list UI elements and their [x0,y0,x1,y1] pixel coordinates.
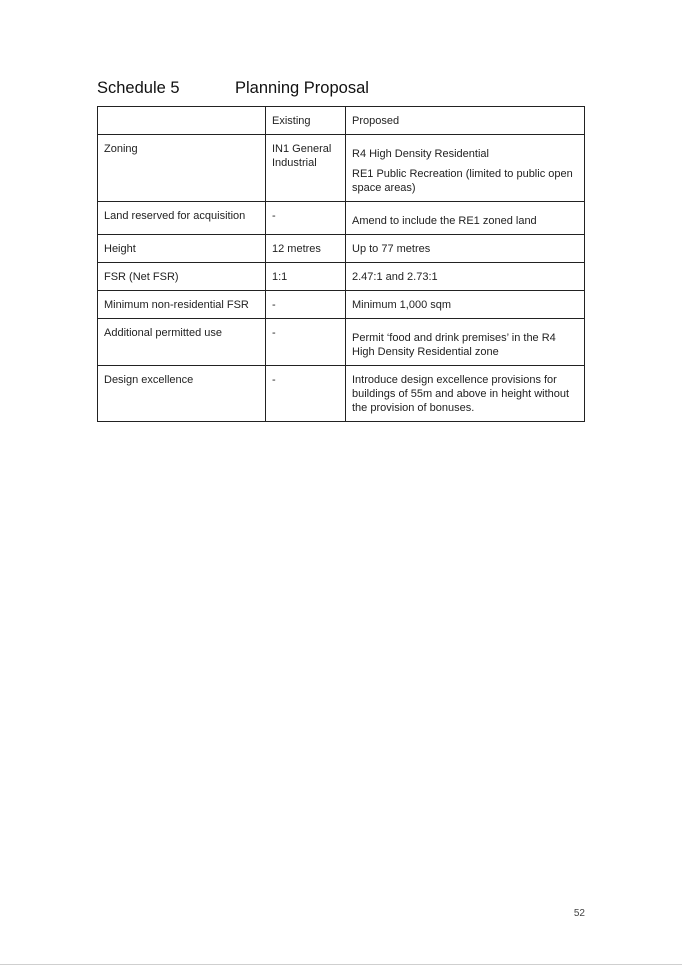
page-title: Planning Proposal [235,79,369,97]
existing-value: 12 metres [266,235,346,263]
proposed-paragraph: Up to 77 metres [352,243,431,255]
existing-value: 1:1 [266,263,346,291]
page-number: 52 [573,908,585,919]
existing-value: - [266,366,346,422]
header-cell-blank [98,107,266,135]
planning-proposal-table [97,106,585,422]
existing-value: - [266,291,346,319]
proposed-value [346,319,585,366]
row-label: FSR (Net FSR) [98,263,266,291]
proposed-paragraph: Minimum 1,000 sqm [352,299,452,311]
header-cell-proposed: Proposed [346,107,585,135]
existing-value: IN1 General Industrial [266,135,346,202]
header-cell-existing: Existing [266,107,346,135]
proposed-value [346,235,585,263]
table-row [98,263,585,291]
page-heading [97,79,597,103]
proposed-value [346,202,585,235]
proposed-paragraph: Introduce design excellence provisions for buildings of 55m and above in height without the provision of bonuses. [352,374,570,414]
existing-value: - [266,202,346,235]
proposed-paragraph: RE1 Public Recreation (limited to public open space areas) [352,168,573,194]
existing-value: - [266,319,346,366]
schedule-label: Schedule 5 [97,79,180,97]
table-row [98,366,585,422]
table-row [98,319,585,366]
row-label: Design excellence [98,366,266,422]
row-label: Zoning [98,135,266,202]
row-label: Height [98,235,266,263]
proposed-value [346,263,585,291]
proposed-paragraph: Permit ‘food and drink premises’ in the R4 High Density Residential zone [352,332,556,358]
table-row [98,135,585,202]
proposed-value [346,366,585,422]
proposed-paragraph: Amend to include the RE1 zoned land [352,215,537,227]
table-row [98,291,585,319]
table-row [98,235,585,263]
table-header-row [98,107,585,135]
proposed-paragraph: 2.47:1 and 2.73:1 [352,271,438,283]
proposed-paragraph: R4 High Density Residential [352,148,489,160]
proposed-value [346,291,585,319]
row-label: Land reserved for acquisition [98,202,266,235]
row-label: Minimum non-residential FSR [98,291,266,319]
proposed-value [346,135,585,202]
row-label: Additional permitted use [98,319,266,366]
table-row [98,202,585,235]
